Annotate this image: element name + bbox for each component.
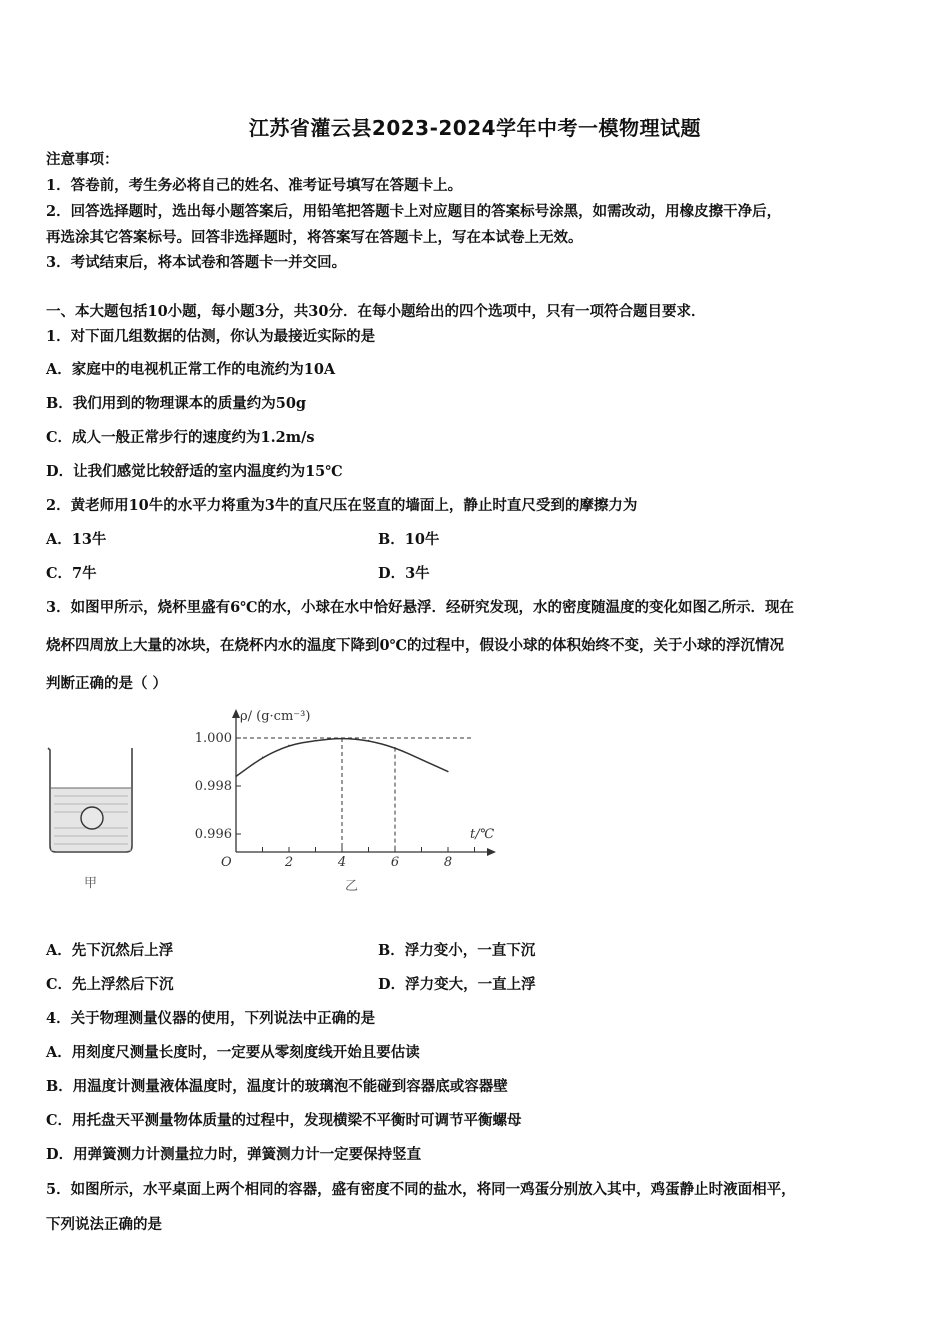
data-point xyxy=(447,771,448,772)
notice-item: 再选涂其它答案标号。回答非选择题时，将答案写在答题卡上，写在本试卷上无效。 xyxy=(46,229,583,246)
question-5-stem: 5．如图所示，水平桌面上两个相同的容器，盛有密度不同的盐水，将同一鸡蛋分别放入其中，鸡蛋静止时液面相平， xyxy=(46,1181,796,1198)
question-1-stem: 1．对下面几组数据的估测，你认为最接近实际的是 xyxy=(46,328,376,345)
beaker-diagram xyxy=(48,748,132,891)
question-2-option-c: C．7牛 xyxy=(46,565,97,582)
data-point xyxy=(394,747,395,748)
density-curve xyxy=(236,739,448,777)
y-tick-label: 0.996 xyxy=(194,827,232,842)
question-2-option-d: D．3牛 xyxy=(378,565,430,582)
question-1-option-d: D．让我们感觉比较舒适的室内温度约为15℃ xyxy=(46,463,343,480)
y-axis-label: ρ/ (g·cm⁻³) xyxy=(240,709,311,724)
question-3-option-a: A．先下沉然后上浮 xyxy=(46,942,174,959)
question-4-option-a: A．用刻度尺测量长度时，一定要从零刻度线开始且要估读 xyxy=(46,1044,420,1061)
question-3-option-c: C．先上浮然后下沉 xyxy=(46,976,174,993)
question-4-option-d: D．用弹簧测力计测量拉力时，弹簧测力计一定要保持竖直 xyxy=(46,1146,422,1163)
notice-heading: 注意事项： xyxy=(46,151,119,168)
origin-label: O xyxy=(221,855,232,870)
question-1-option-a: A．家庭中的电视机正常工作的电流约为10A xyxy=(46,361,336,378)
section-heading: 一、本大题包括10小题，每小题3分，共30分．在每小题给出的四个选项中，只有一项符合题目要求． xyxy=(46,303,706,320)
question-1-option-b: B．我们用到的物理课本的质量约为50g xyxy=(46,395,307,412)
notice-item: 1．答卷前，考生务必将自己的姓名、准考证号填写在答题卡上。 xyxy=(46,177,463,194)
question-3-stem: 3．如图甲所示，烧杯里盛有6℃的水，小球在水中恰好悬浮．经研究发现，水的密度随温度的变化如图乙所示．现在 xyxy=(46,599,795,616)
question-5-stem: 下列说法正确的是 xyxy=(46,1216,162,1233)
question-3-option-b: B．浮力变小，一直下沉 xyxy=(378,942,536,959)
question-3-option-d: D．浮力变大，一直上浮 xyxy=(378,976,536,993)
x-tick-label: 2 xyxy=(284,855,294,870)
question-4-stem: 4．关于物理测量仪器的使用，下列说法中正确的是 xyxy=(46,1010,376,1027)
x-tick-label: 6 xyxy=(390,855,400,870)
data-point xyxy=(368,740,369,741)
x-axis-label: t/℃ xyxy=(470,827,495,842)
question-2-option-a: A．13牛 xyxy=(46,531,107,548)
notice-item: 3．考试结束后，将本试卷和答题卡一并交回。 xyxy=(46,254,347,271)
data-point xyxy=(235,776,236,777)
x-tick-label: 4 xyxy=(337,855,347,870)
question-2-stem: 2．黄老师用10牛的水平力将重为3牛的直尺压在竖直的墙面上，静止时直尺受到的摩擦力为 xyxy=(46,497,638,514)
y-tick-label: 1.000 xyxy=(194,731,232,746)
ball xyxy=(81,807,103,829)
density-graph xyxy=(195,709,496,894)
question-2-option-b: B．10牛 xyxy=(378,531,440,548)
question-3-figure xyxy=(40,700,510,900)
question-3-stem: 烧杯四周放上大量的冰块，在烧杯内水的温度下降到0℃的过程中，假设小球的体积始终不变，关于小球的浮沉情况 xyxy=(46,637,784,654)
question-4-option-c: C．用托盘天平测量物体质量的过程中，发现横梁不平衡时可调节平衡螺母 xyxy=(46,1112,522,1129)
question-3-stem: 判断正确的是（ ） xyxy=(46,675,168,692)
data-point xyxy=(341,737,342,738)
figure-jia-label: 甲 xyxy=(84,876,98,891)
y-axis-arrow xyxy=(232,709,240,718)
question-1-option-c: C．成人一般正常步行的速度约为1.2m/s xyxy=(46,429,315,446)
y-tick-label: 0.998 xyxy=(194,779,232,794)
question-4-option-b: B．用温度计测量液体温度时，温度计的玻璃泡不能碰到容器底或容器壁 xyxy=(46,1078,508,1095)
x-tick-label: 8 xyxy=(443,855,453,870)
data-point xyxy=(288,745,289,746)
figure-yi-label: 乙 xyxy=(345,879,359,894)
data-point xyxy=(421,759,422,760)
x-axis-arrow xyxy=(487,848,496,856)
page-title: 江苏省灌云县2023-2024学年中考一模物理试题 xyxy=(248,116,702,140)
notice-item: 2．回答选择题时，选出每小题答案后，用铅笔把答题卡上对应题目的答案标号涂黑，如需改动，用橡皮擦干净后， xyxy=(46,203,782,220)
data-point xyxy=(315,740,316,741)
data-point xyxy=(262,757,263,758)
